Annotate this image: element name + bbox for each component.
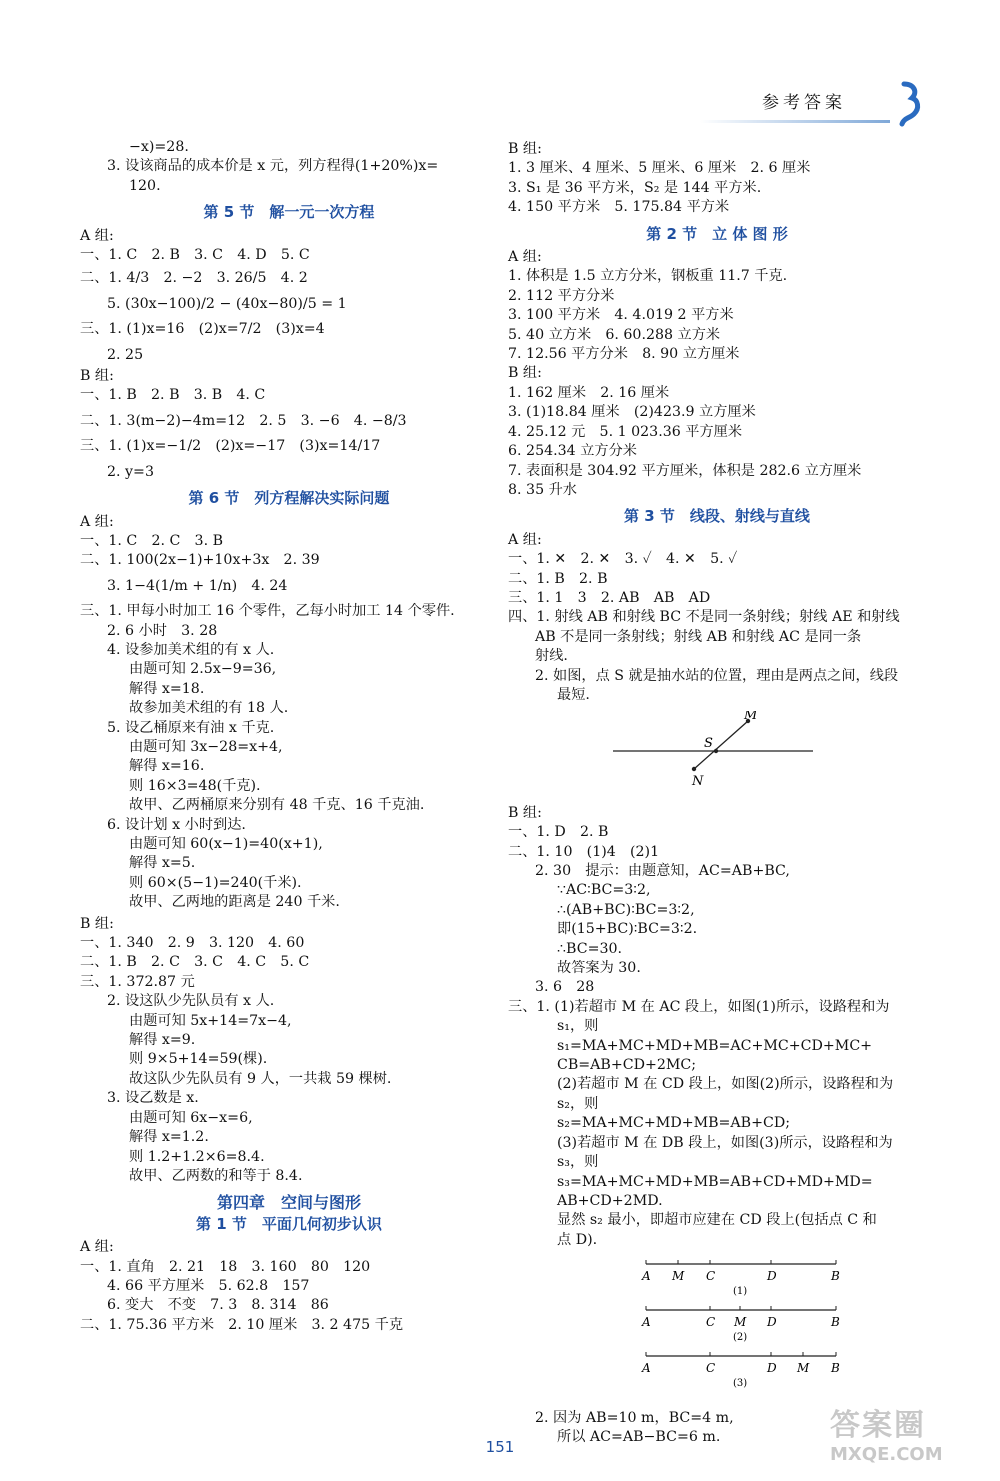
answer-line: 3. 1−4(1/m + 1/n) 4. 24 (107, 577, 288, 594)
group-label: A 组: (80, 227, 114, 244)
answer-line: 4. 66 平方厘米 5. 62.8 157 (107, 1277, 310, 1294)
answer-line: 故甲、乙两数的和等于 8.4. (129, 1167, 303, 1184)
label-c: C (706, 1269, 716, 1284)
group-label: A 组: (80, 1239, 114, 1256)
group-label: B 组: (508, 365, 542, 382)
answer-line: (3)若超市 M 在 DB 段上，如图(3)所示，设路程和为 (557, 1134, 893, 1151)
segment-figure-3 (641, 1352, 840, 1389)
answer-line: 4. 150 平方米 5. 175.84 平方米 (508, 199, 730, 216)
answer-line: 3. (1)18.84 厘米 (2)423.9 立方厘米 (508, 404, 756, 421)
answer-line: 由题可知 2.5x−9=36, (129, 661, 277, 678)
chapter-heading: 第四章 空间与图形 (216, 1193, 361, 1213)
answer-line: 由题可知 6x−x=6, (129, 1109, 253, 1126)
supermarket-segment-diagrams (508, 1256, 926, 1396)
answer-line: 则 16×3=48(千克). (129, 777, 261, 794)
answer-line: 射线. (535, 648, 568, 665)
section-heading: 第 3 节 线段、射线与直线 (624, 507, 810, 526)
caption-3: (3) (733, 1378, 748, 1390)
answer-line: 二、1. 3(m−2)−4m=12 2. 5 3. −6 4. −8/3 (80, 412, 407, 429)
answer-line: 由题可知 60(x−1)=40(x+1), (129, 836, 323, 852)
answer-line: 一、1. 直角 2. 21 18 3. 160 80 120 (80, 1258, 371, 1275)
answer-line: 三、1. 甲每小时加工 16 个零件，乙每小时加工 14 个零件. (80, 603, 455, 620)
group-label: A 组: (508, 249, 542, 266)
point-n (692, 767, 696, 771)
answer-line: 一、1. C 2. B 3. C 4. D 5. C (80, 247, 310, 264)
label-d: D (767, 1315, 777, 1330)
label-m: M (797, 1361, 810, 1376)
answer-line: 三、1. (1)x=16 (2)x=7/2 (3)x=4 (80, 321, 325, 338)
label-a: A (642, 1315, 651, 1330)
answer-line: 二、1. 100(2x−1)+10x+3x 2. 39 (80, 552, 320, 569)
header-rule (700, 120, 890, 123)
page-header (700, 80, 990, 130)
page-number (440, 1438, 560, 1456)
answer-line: 2. 如图，点 S 就是抽水站的位置，理由是两点之间，线段 (535, 667, 899, 684)
answer-line: 二、1. 4/3 2. −2 3. 26/5 4. 2 (80, 270, 308, 287)
answer-line: 即(15+BC)∶BC=3∶2. (557, 921, 698, 938)
answer-line: 解得 x=9. (129, 1032, 196, 1049)
answer-line: 二、1. 10 (1)4 (2)1 (508, 843, 660, 860)
answer-line: 2. 6 小时 3. 28 (107, 622, 218, 639)
answer-line: 显然 s₂ 最小，即超市应建在 CD 段上(包括点 C 和 (557, 1212, 877, 1229)
answer-line: 3. 设乙数是 x. (107, 1090, 199, 1107)
page-number-text: 151 (485, 1438, 515, 1456)
watermark-top: 答案圈 (830, 1408, 926, 1443)
label-m: M (744, 711, 758, 724)
answer-line: s₃，则 (557, 1154, 599, 1171)
answer-line: 2. 30 提示：由题意知，AC=AB+BC, (535, 863, 790, 879)
label-c: C (706, 1361, 716, 1376)
watermark-bottom: MXQE.COM (830, 1444, 943, 1465)
answer-line: s₁=MA+MC+MD+MB=AC+MC+CD+MC+ (557, 1037, 873, 1054)
answer-line: 三、1. 372.87 元 (80, 973, 195, 990)
answer-line: 故答案为 30. (557, 960, 641, 977)
label-b: B (831, 1361, 840, 1376)
header-title: 参考答案 (762, 93, 846, 113)
answer-line: 解得 x=16. (129, 758, 205, 775)
answer-line: 2. 112 平方分米 (508, 287, 615, 304)
answer-line: 点 D). (557, 1231, 598, 1248)
seahorse-logo-icon (880, 80, 928, 128)
answer-line: 一、1. ✕ 2. ✕ 3. ✓ 4. ✕ 5. ✓ (508, 551, 738, 568)
pump-station-diagram (508, 711, 926, 791)
answer-line: 故甲、乙两地的距离是 240 千米. (129, 894, 340, 911)
segment-figure-1 (641, 1260, 840, 1297)
group-label: A 组: (508, 531, 542, 548)
segment-mn (694, 721, 748, 769)
answer-line: 二、1. B 2. C 3. C 4. C 5. C (80, 954, 310, 971)
answer-line: 1. 3 厘米、4 厘米、5 厘米、6 厘米 2. 6 厘米 (508, 160, 811, 177)
label-m: M (734, 1315, 747, 1330)
right-column (508, 140, 926, 1447)
answer-line: ∵AC∶BC=3∶2, (557, 882, 651, 899)
answer-line: 2. 25 (107, 346, 144, 363)
segment-figure-2 (641, 1306, 840, 1343)
caption-1: (1) (733, 1286, 748, 1298)
section-heading: 第 6 节 列方程解决实际问题 (188, 489, 390, 508)
answer-line: 7. 12.56 平方分米 8. 90 立方厘米 (508, 346, 740, 363)
label-n: N (692, 774, 704, 790)
text-line: −x)=28. (129, 139, 189, 155)
label-s: S (704, 736, 713, 752)
answer-line: 6. 设计划 x 小时到达. (107, 816, 246, 833)
answer-line: 三、1. 1 3 2. AB AB AD (508, 589, 711, 606)
label-a: A (642, 1269, 651, 1284)
answer-line: 5. 40 立方米 6. 60.288 立方米 (508, 326, 721, 343)
group-label: B 组: (508, 141, 542, 157)
answer-line: 3. 6 28 (535, 979, 595, 996)
text-line: 120. (129, 177, 161, 194)
answer-line: 7. 表面积是 304.92 平方厘米，体积是 282.6 立方厘米 (508, 462, 862, 479)
section-heading: 第 1 节 平面几何初步认识 (196, 1214, 382, 1233)
answer-line: 二、1. B 2. B (508, 570, 608, 587)
label-b: B (831, 1315, 840, 1330)
answer-line: 3. 100 平方米 4. 4.019 2 平方米 (508, 307, 734, 324)
answer-line: CB=AB+CD+2MC; (557, 1057, 697, 1074)
answer-line: 四、1. 射线 AB 和射线 BC 不是同一条射线；射线 AE 和射线 (508, 609, 900, 626)
answer-line: 二、1. 75.36 平方米 2. 10 厘米 3. 2 475 千克 (80, 1316, 404, 1333)
answer-line: AB+CD+2MD. (557, 1192, 663, 1209)
answer-line: 1. 体积是 1.5 立方分米，钢板重 11.7 千克. (508, 268, 788, 285)
answer-line: 故参加美术组的有 18 人. (129, 700, 289, 717)
section-heading: 第 5 节 解一元一次方程 (203, 203, 375, 222)
answer-line: 由题可知 3x−28=x+4, (129, 738, 283, 755)
label-m: M (672, 1269, 685, 1284)
answer-line: 3. S₁ 是 36 平方米，S₂ 是 144 平方米. (508, 179, 762, 196)
answer-line: ∴BC=30. (557, 940, 623, 957)
label-d: D (767, 1269, 777, 1284)
answer-line: 5. 设乙桶原来有油 x 千克. (107, 719, 275, 736)
answer-line: s₂=MA+MC+MD+MB=AB+CD; (557, 1115, 790, 1132)
group-label: B 组: (80, 915, 114, 932)
answer-line: 一、1. B 2. B 3. B 4. C (80, 387, 266, 404)
answer-line: 2. 设这队少先队员有 x 人. (107, 993, 275, 1010)
answer-line: 一、1. 340 2. 9 3. 120 4. 60 (80, 935, 305, 952)
watermark (830, 1400, 990, 1470)
group-label: A 组: (80, 513, 114, 530)
answer-line: 6. 254.34 立方分米 (508, 443, 637, 460)
label-b: B (831, 1269, 840, 1284)
group-label: B 组: (80, 368, 114, 385)
answer-line: 4. 25.12 元 5. 1 023.36 平方厘米 (508, 423, 743, 440)
answer-line: 则 9×5+14=59(棵). (129, 1051, 268, 1068)
answer-line: 2. y=3 (107, 463, 154, 480)
answer-line: 所以 AC=AB−BC=6 m. (557, 1428, 721, 1445)
answer-line: 8. 35 升水 (508, 481, 577, 498)
answer-line: AB 不是同一条射线；射线 AB 和射线 AC 是同一条 (535, 628, 862, 645)
answer-line: 三、1. (1)x=−1/2 (2)x=−17 (3)x=14/17 (80, 438, 381, 455)
answer-line: 6. 变大 不变 7. 3 8. 314 86 (107, 1297, 329, 1314)
answer-line: 一、1. D 2. B (508, 824, 609, 841)
answer-line: 解得 x=5. (129, 855, 196, 872)
answer-line: s₃=MA+MC+MD+MB=AB+CD+MD+MD= (557, 1173, 873, 1190)
text-line: 3. 设该商品的成本价是 x 元，列方程得(1+20%)x= (107, 158, 439, 175)
answer-line: 2. 因为 AB=10 m，BC=4 m, (535, 1409, 734, 1426)
answer-line: 一、1. C 2. C 3. B (80, 532, 224, 549)
answer-line: 1. 162 厘米 2. 16 厘米 (508, 384, 670, 401)
section-heading: 第 2 节 立 体 图 形 (646, 224, 788, 243)
label-d: D (767, 1361, 777, 1376)
answer-line: 解得 x=18. (129, 680, 205, 697)
answer-line: ∴(AB+BC)∶BC=3∶2, (557, 901, 695, 918)
answer-line: 解得 x=1.2. (129, 1129, 209, 1146)
answer-line: 三、1. (1)若超市 M 在 AC 段上，如图(1)所示，设路程和为 (508, 998, 890, 1015)
answer-line: 则 1.2+1.2×6=8.4. (129, 1148, 265, 1165)
answer-line: 4. 设参加美术组的有 x 人. (107, 641, 275, 658)
label-a: A (642, 1361, 651, 1376)
answer-line: (2)若超市 M 在 CD 段上，如图(2)所示，设路程和为 (557, 1076, 894, 1093)
answer-line: s₂，则 (557, 1095, 599, 1112)
answer-line: s₁，则 (557, 1018, 599, 1035)
answer-line: 故这队少先队员有 9 人，一共栽 59 棵树. (129, 1070, 392, 1087)
group-label: B 组: (508, 804, 542, 821)
left-column (80, 138, 498, 1335)
answer-line: 由题可知 5x+14=7x−4, (129, 1012, 292, 1029)
point-s (714, 749, 718, 753)
caption-2: (2) (733, 1332, 748, 1344)
answer-line: 则 60×(5−1)=240(千米). (129, 874, 302, 891)
answer-line: 最短. (557, 686, 590, 703)
answer-line: 故甲、乙两桶原来分别有 48 千克、16 千克油. (129, 797, 425, 814)
label-c: C (706, 1315, 716, 1330)
answer-line: 5. (30x−100)/2 − (40x−80)/5 = 1 (107, 295, 347, 312)
